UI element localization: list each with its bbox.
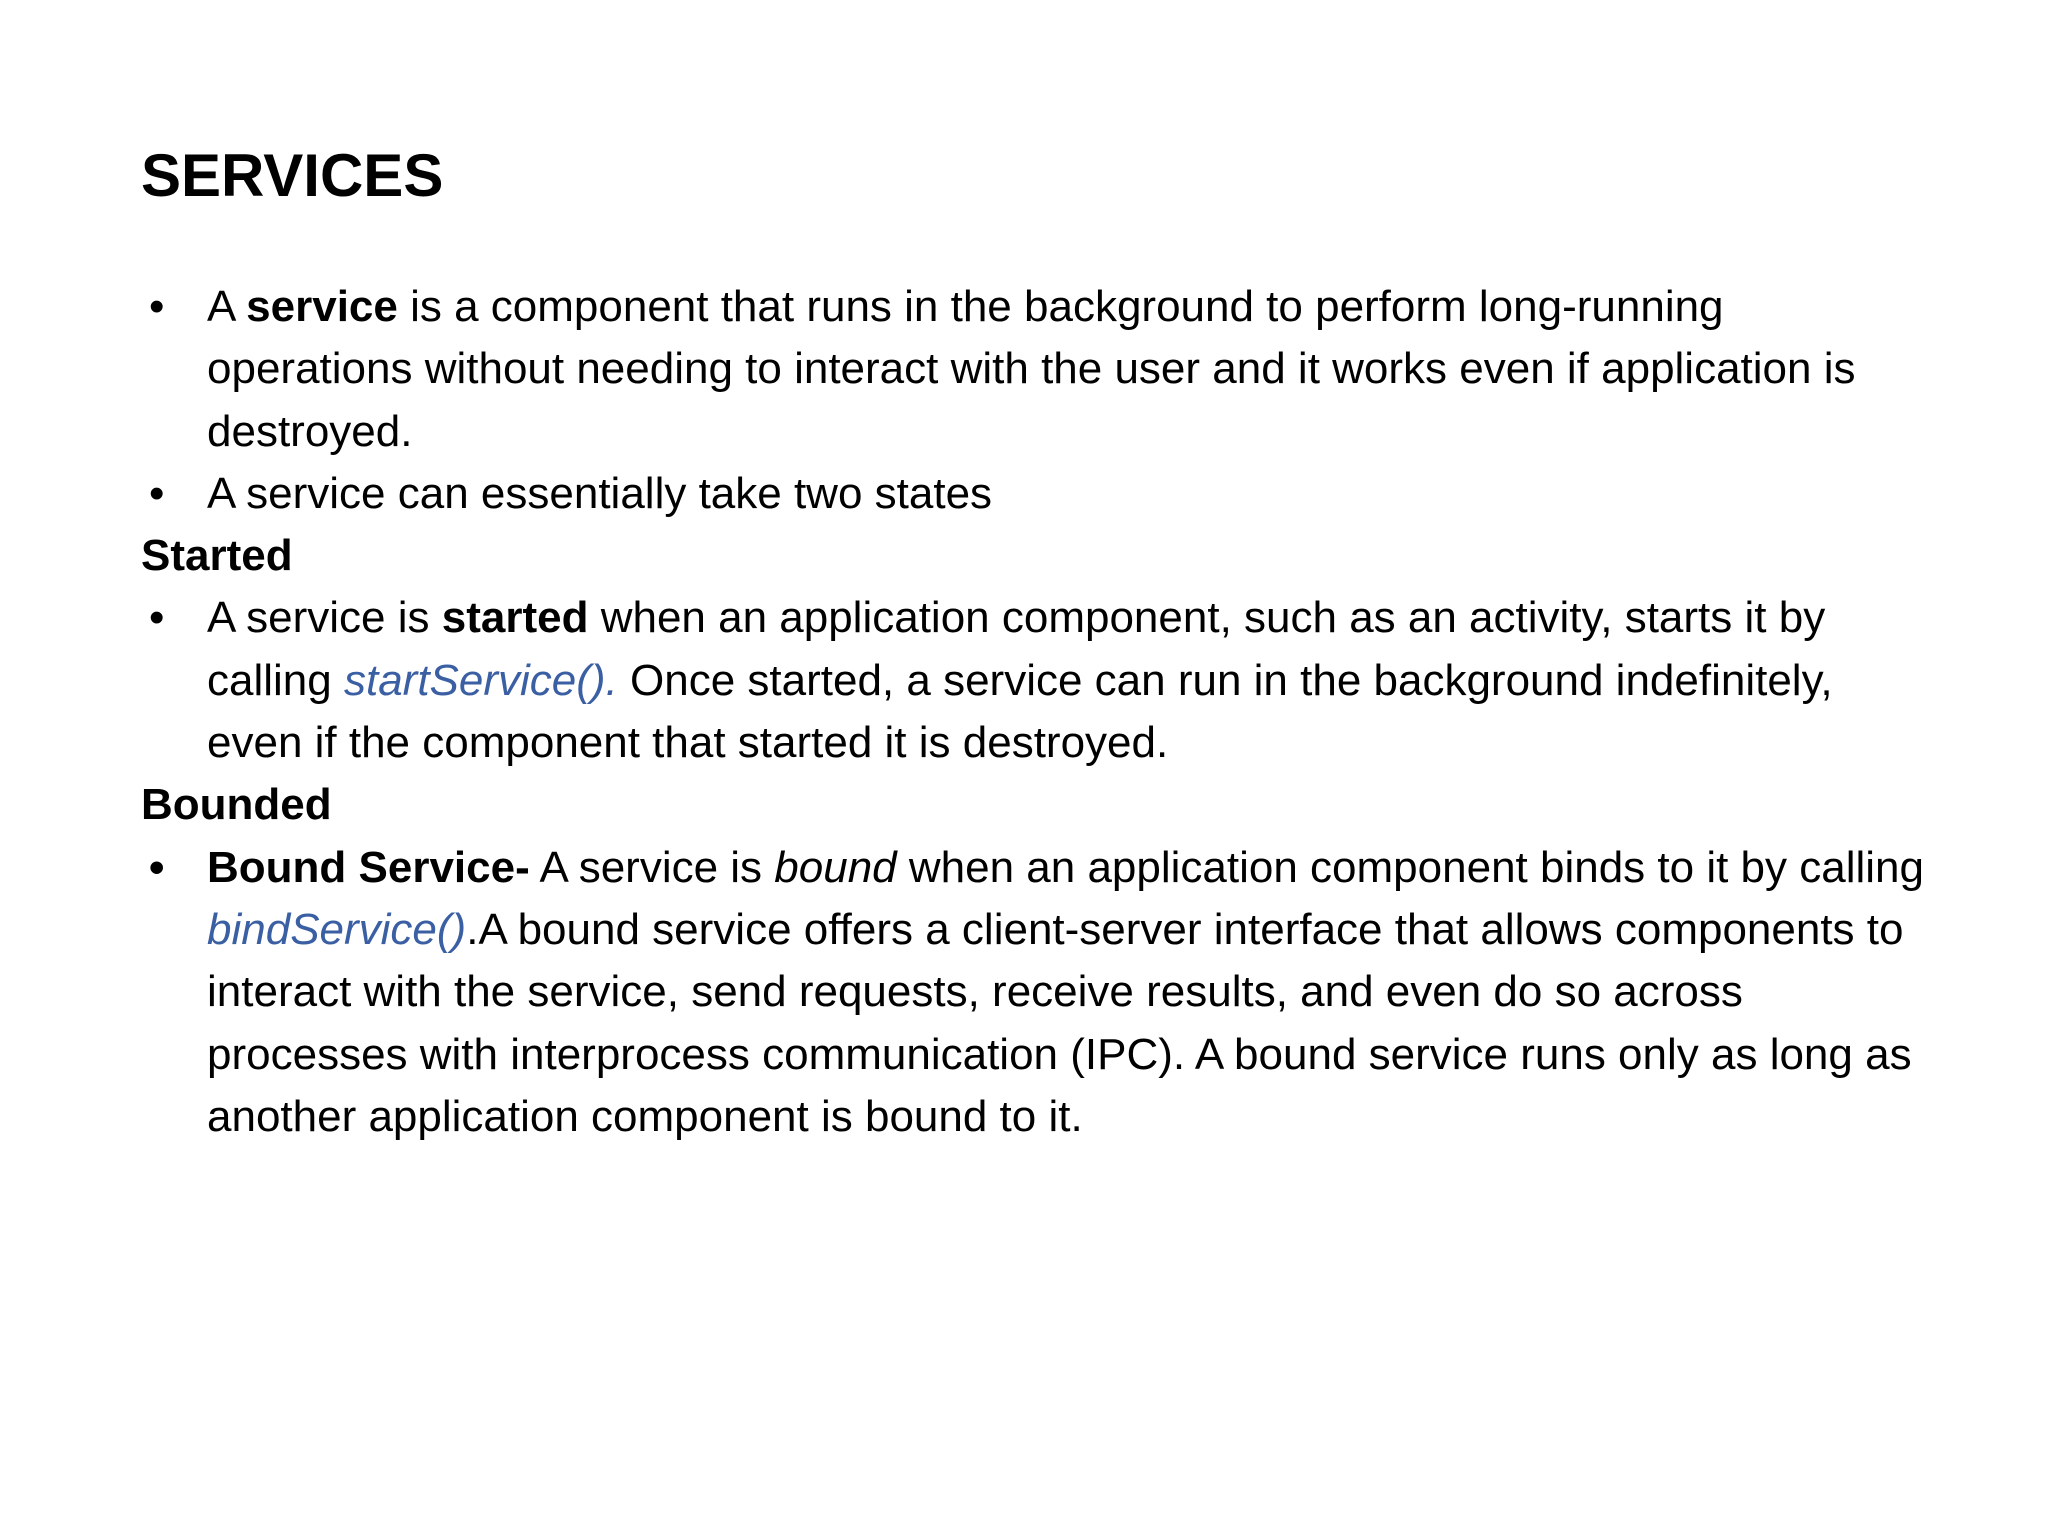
start-service-link[interactable]: startService(). <box>343 655 618 705</box>
bullet-text-bold: started <box>441 593 589 643</box>
bullet-dot: • <box>149 282 165 331</box>
bind-service-link[interactable]: bindService() <box>207 904 467 954</box>
bullet-service-definition <box>141 276 1937 463</box>
started-heading: Started <box>141 531 293 581</box>
bullet-text-mid: when an application component binds to it by calling <box>896 842 1924 892</box>
bullet-text: A service can essentially take two states <box>207 468 993 518</box>
bullet-text-pre: A service is <box>207 593 442 643</box>
bullet-text-mid: when an application component, such as an activity, starts it by calling <box>207 593 1826 705</box>
bullet-text-bold: Bound Service- <box>207 842 530 892</box>
bullet-text-bold: service <box>246 282 398 331</box>
bullet-bound-service <box>141 837 1937 1148</box>
bullet-text-italic: bound <box>774 842 897 892</box>
bullet-text-post: .A bound service offers a client-server interface that allows components to interact with the service, send requests, receive results, and even do so across processes with interprocess communication (IPC). A bound service runs only as long as another application component is bound to it. <box>207 904 1912 1141</box>
bullet-dot: • <box>149 593 165 643</box>
bullet-two-states <box>141 463 1937 525</box>
bullet-text-post: is a component that runs in the background to perform long-running operations without needing to interact with the user and it works even if application is destroyed. <box>207 282 1856 456</box>
bullet-text-post: Once started, a service can run in the background indefinitely, even if the component that started it is destroyed. <box>207 655 1833 768</box>
bullet-text-pre: A service is <box>529 842 775 892</box>
bullet-dot: • <box>149 468 165 518</box>
slide-content <box>141 276 1941 1148</box>
bullet-started-service <box>141 587 1937 774</box>
bullet-dot: • <box>149 842 165 892</box>
bullet-text-pre: A <box>207 282 247 331</box>
bounded-heading: Bounded <box>141 780 332 830</box>
slide-title: SERVICES <box>141 142 444 209</box>
